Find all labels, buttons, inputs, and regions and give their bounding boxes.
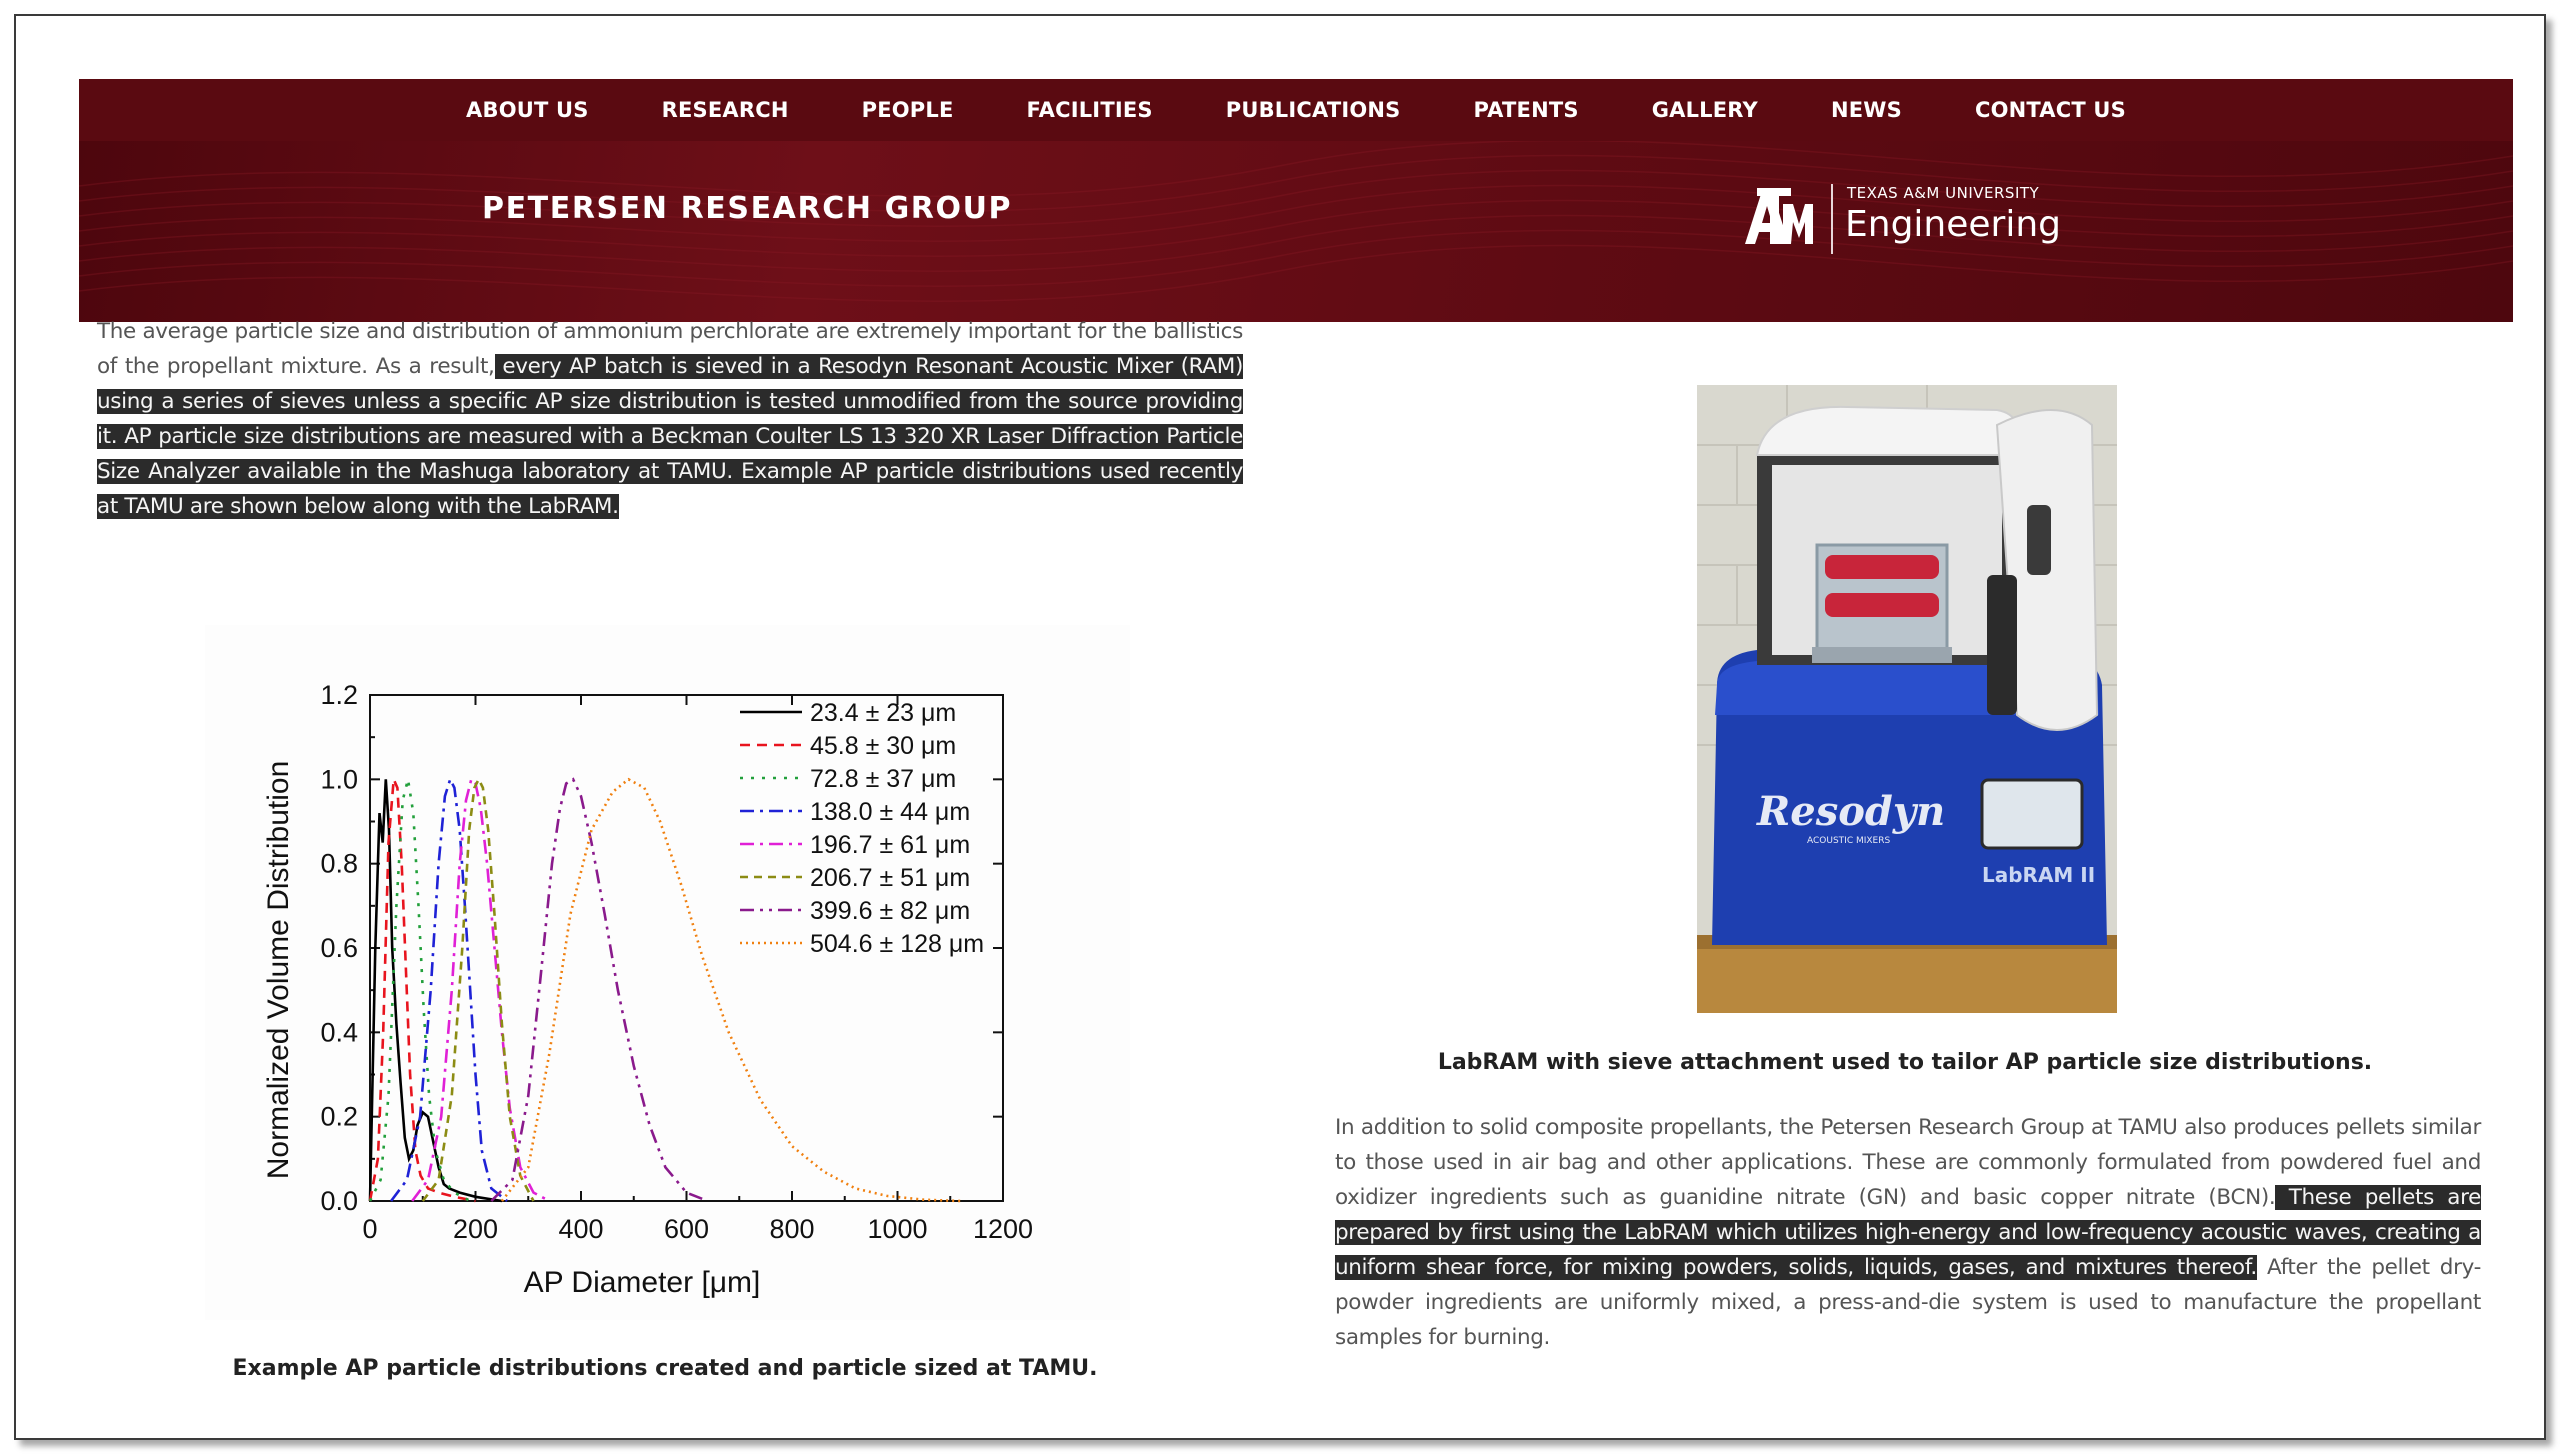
chart-caption: Example AP particle distributions created and particle sized at TAMU.: [232, 1356, 1098, 1381]
chart-series-line-5: [423, 779, 534, 1201]
chart-legend-label: 399.6 ± 82 μm: [810, 897, 971, 925]
chart-ytick-label: 1.0: [320, 764, 358, 795]
nav-news[interactable]: NEWS: [1830, 98, 1902, 122]
chart-legend-label: 138.0 ± 44 μm: [810, 798, 971, 826]
chart-ytick-label: 0.2: [320, 1101, 358, 1132]
intro-paragraph: [97, 314, 1243, 524]
chart-legend: [740, 699, 984, 958]
logo-divider: [1831, 184, 1833, 254]
group-title[interactable]: PETERSEN RESEARCH GROUP: [482, 191, 1013, 226]
logo-university: TEXAS A&M UNIVERSITY: [1847, 184, 2040, 202]
photo-model: LabRAM II: [1982, 863, 2096, 887]
photo-brand-sub: ACOUSTIC MIXERS: [1807, 836, 1891, 846]
chart-ytick-label: 0.8: [320, 848, 358, 879]
chart-legend-label: 23.4 ± 23 μm: [810, 699, 957, 727]
intro-text-normal: The average particle size and distribution of ammonium perchlorate are extremely important for the ballistics of the propellant mixture. As a result,: [97, 319, 1243, 379]
pellet-text-selected: These pellets are prepared by first using the LabRAM which utilizes high-energy and low-frequency acoustic waves, creating a uniform shear force, for mixing powders, solids, liquids, gases, and mixtures thereof.: [1335, 1185, 2481, 1280]
nav-publications[interactable]: PUBLICATIONS: [1225, 98, 1401, 122]
nav-patents[interactable]: PATENTS: [1473, 98, 1579, 122]
atm-logo-icon: [1743, 186, 1815, 248]
chart-xtick-label: 200: [452, 1214, 499, 1244]
chart-legend-label: 72.8 ± 37 μm: [810, 765, 957, 793]
nav-people[interactable]: PEOPLE: [861, 98, 954, 122]
chart-xtick-label: 1200: [972, 1214, 1034, 1244]
chart-ytick-label: 1.2: [320, 680, 358, 710]
nav-facilities[interactable]: FACILITIES: [1026, 98, 1153, 122]
pellet-paragraph: [1335, 1110, 2481, 1355]
chart-ytick-label: 0.4: [320, 1017, 358, 1048]
chart-xtick-label: 800: [769, 1214, 815, 1244]
nav-gallery[interactable]: GALLERY: [1651, 98, 1758, 122]
nav-research[interactable]: RESEARCH: [661, 98, 789, 122]
chart-ylabel: Normalized Volume Distribution: [262, 760, 295, 1180]
chart-svg: [205, 625, 1130, 1320]
chart-xtick-label: 0: [362, 1214, 378, 1244]
pellet-text-end: After the pellet dry-powder ingredients are uniformly mixed, a press-and-die system is used to manufacture the propellant samples for burning.: [1335, 1255, 2482, 1350]
nav-contact-us[interactable]: CONTACT US: [1974, 98, 2126, 122]
chart-xtick-label: 1000: [867, 1214, 928, 1244]
labram-photo: [1697, 385, 2117, 1013]
intro-text-selected: every AP batch is sieved in a Resodyn Resonant Acoustic Mixer (RAM) using a series of sieves unless a specific AP size distribution is tested unmodified from the source providing it. AP particle size distributions are measured with a Beckman Coulter LS 13 320 XR Laser Diffraction Particle Size Analyzer available in the Mashuga laboratory at TAMU. Example AP particle distributions used recently at TAMU are shown below along with the LabRAM.: [97, 354, 1243, 519]
particle-distribution-chart: [205, 625, 1130, 1320]
photo-brand: Resodyn: [1757, 788, 1946, 835]
chart-legend-label: 45.8 ± 30 μm: [810, 732, 957, 760]
chart-ytick-label: 0.0: [320, 1186, 358, 1216]
chart-ytick-label: 0.6: [320, 933, 358, 963]
banner: [79, 141, 2513, 322]
site-header: [79, 79, 2513, 322]
chart-legend-label: 196.7 ± 61 μm: [810, 831, 971, 859]
nav-about-us[interactable]: ABOUT US: [466, 98, 589, 122]
chart-xlabel: AP Diameter [μm]: [523, 1266, 761, 1299]
chart-legend-label: 504.6 ± 128 μm: [810, 930, 985, 958]
chart-series-line-6: [491, 779, 707, 1201]
main-nav: [79, 79, 2513, 141]
banner-wave-pattern: [79, 141, 2513, 322]
logo-college: Engineering: [1845, 204, 2061, 245]
chart-xtick-label: 600: [663, 1214, 710, 1244]
photo-caption: LabRAM with sieve attachment used to tailor AP particle size distributions.: [1437, 1050, 2373, 1075]
tamu-engineering-logo[interactable]: [1743, 180, 2061, 260]
pellet-text-start: In addition to solid composite propellants, the Petersen Research Group at TAMU also produces pellets similar to those used in air bag and other applications. These are commonly formulated from powdered fuel and oxidizer ingredients such as guanidine nitrate (GN) and basic copper nitrate (BCN).: [1335, 1115, 2481, 1210]
chart-legend-label: 206.7 ± 51 μm: [810, 864, 971, 892]
chart-xtick-label: 400: [558, 1214, 604, 1244]
